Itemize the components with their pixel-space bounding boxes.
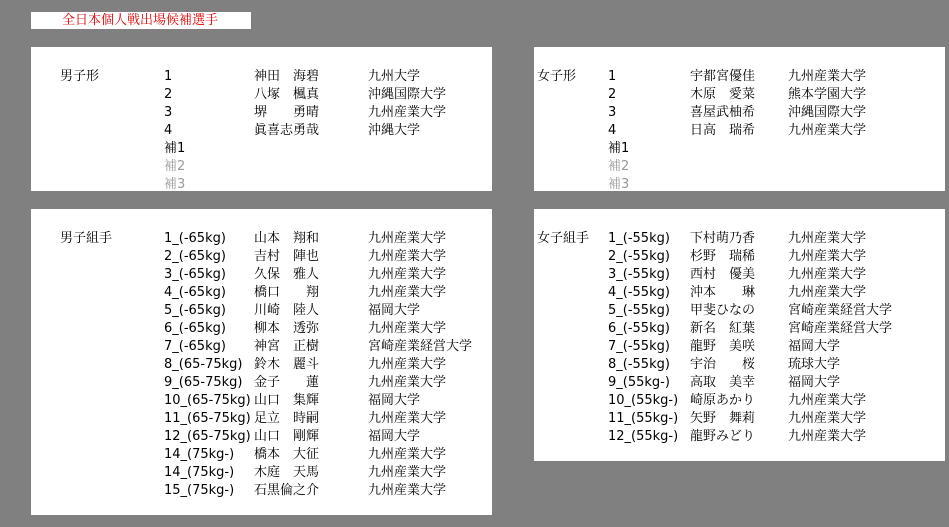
panel-women-kata [534,47,945,191]
university-name: 福岡大学 [368,429,421,444]
entry-number: 7_(-65kg) [164,339,226,354]
athlete-name: 八塚 楓真 [254,87,320,102]
athlete-name: 木原 愛菜 [690,87,756,102]
athlete-name: 金子 蓮 [254,375,320,390]
entry-number: 3_(-65kg) [164,267,226,282]
athlete-name: 橋本 大征 [254,447,320,462]
entry-number: 8_(-55kg) [608,357,670,372]
entry-number: 10_(55kg-) [608,393,679,408]
entry-number: 2 [608,87,617,102]
university-name: 沖縄国際大学 [788,105,867,120]
athlete-name: 西村 優美 [690,267,756,282]
university-name: 宮崎産業経営大学 [788,303,893,318]
section-label-men-kumite: 男子組手 [60,231,113,246]
entry-number: 1 [608,69,617,84]
entry-number: 9_(55kg-) [608,375,670,390]
athlete-name: 神田 海碧 [254,69,320,84]
university-name: 九州産業大学 [368,447,447,462]
university-name: 九州産業大学 [368,465,447,480]
entry-number: 11_(65-75kg) [164,411,251,426]
entry-number: 14_(75kg-) [164,465,235,480]
athlete-name: 矢野 舞莉 [690,411,756,426]
entry-number: 12_(65-75kg) [164,429,251,444]
athlete-name: 沖本 琳 [690,285,756,300]
entry-number: 6_(-55kg) [608,321,670,336]
university-name: 九州産業大学 [788,249,867,264]
athlete-name: 鈴木 麗斗 [254,357,320,372]
university-name: 福岡大学 [788,375,841,390]
athlete-name: 宇都宮優佳 [690,69,756,84]
entry-number: 3_(-55kg) [608,267,670,282]
entry-number: 11_(55kg-) [608,411,679,426]
entry-number: 5_(-55kg) [608,303,670,318]
entry-number: 8_(65-75kg) [164,357,243,372]
entry-number: 4_(-65kg) [164,285,226,300]
university-name: 沖縄国際大学 [368,87,447,102]
athlete-name: 龍野 美咲 [690,339,756,354]
panel-men-kata [31,47,492,191]
entry-number: 1_(-55kg) [608,231,670,246]
entry-number: 2_(-55kg) [608,249,670,264]
athlete-name: 甲斐ひなの [690,303,756,318]
university-name: 九州産業大学 [368,411,447,426]
entry-number: 補2 [164,159,186,174]
athlete-name: 高取 美幸 [690,375,756,390]
athlete-name: 足立 時嗣 [254,411,320,426]
entry-number: 補2 [608,159,630,174]
university-name: 九州産業大学 [788,411,867,426]
entry-number: 4_(-55kg) [608,285,670,300]
university-name: 宮崎産業経営大学 [368,339,473,354]
athlete-name: 喜屋武柚希 [690,105,756,120]
university-name: 九州産業大学 [368,105,447,120]
athlete-name: 山本 翔和 [254,231,320,246]
athlete-name: 山口 剛輝 [254,429,320,444]
university-name: 九州産業大学 [368,285,447,300]
university-name: 福岡大学 [368,303,421,318]
athlete-name: 杉野 瑞稀 [690,249,756,264]
athlete-name: 吉村 陣也 [254,249,320,264]
athlete-name: 川崎 陸人 [254,303,320,318]
entry-number: 10_(65-75kg) [164,393,251,408]
athlete-name: 木庭 天馬 [254,465,320,480]
panel-men-kumite [31,209,492,515]
university-name: 九州産業大学 [368,357,447,372]
entry-number: 1_(-65kg) [164,231,226,246]
panel-women-kumite [534,209,945,461]
entry-number: 5_(-65kg) [164,303,226,318]
athlete-name: 柳本 透弥 [254,321,320,336]
entry-number: 補1 [608,141,630,156]
entry-number: 15_(75kg-) [164,483,235,498]
university-name: 九州産業大学 [788,69,867,84]
university-name: 九州産業大学 [368,483,447,498]
athlete-name: 橋口 翔 [254,285,320,300]
athlete-name: 山口 集輝 [254,393,320,408]
university-name: 九州産業大学 [368,249,447,264]
entry-number: 3 [608,105,617,120]
entry-number: 4 [608,123,617,138]
athlete-name: 宇治 桜 [690,357,756,372]
university-name: 九州産業大学 [788,267,867,282]
university-name: 福岡大学 [368,393,421,408]
athlete-name: 眞喜志勇哉 [254,123,320,138]
athlete-name: 久保 雅人 [254,267,320,282]
athlete-name: 日高 瑞希 [690,123,756,138]
entry-number: 補3 [164,177,186,192]
entry-number: 14_(75kg-) [164,447,235,462]
entry-number: 4 [164,123,173,138]
section-label-women-kumite: 女子組手 [537,231,590,246]
entry-number: 2 [164,87,173,102]
entry-number: 補3 [608,177,630,192]
university-name: 沖縄大学 [368,123,421,138]
university-name: 九州産業大学 [368,321,447,336]
entry-number: 9_(65-75kg) [164,375,243,390]
university-name: 九州産業大学 [788,393,867,408]
university-name: 九州産業大学 [368,231,447,246]
entry-number: 3 [164,105,173,120]
university-name: 福岡大学 [788,339,841,354]
athlete-name: 龍野みどり [690,429,756,444]
athlete-name: 神宮 正樹 [254,339,320,354]
entry-number: 補1 [164,141,186,156]
university-name: 九州産業大学 [368,375,447,390]
section-label-women-kata: 女子形 [537,69,577,84]
university-name: 九州大学 [368,69,421,84]
entry-number: 1 [164,69,173,84]
university-name: 九州産業大学 [788,285,867,300]
university-name: 九州産業大学 [788,429,867,444]
university-name: 九州産業大学 [368,267,447,282]
university-name: 琉球大学 [788,357,841,372]
page-title: 全日本個人戦出場候補選手 [31,12,251,29]
entry-number: 7_(-55kg) [608,339,670,354]
university-name: 九州産業大学 [788,231,867,246]
university-name: 熊本学園大学 [788,87,867,102]
athlete-name: 堺 勇晴 [254,105,320,120]
entry-number: 2_(-65kg) [164,249,226,264]
athlete-name: 新名 紅葉 [690,321,756,336]
entry-number: 6_(-65kg) [164,321,226,336]
section-label-men-kata: 男子形 [60,69,100,84]
athlete-name: 石黒倫之介 [254,483,320,498]
entry-number: 12_(55kg-) [608,429,679,444]
athlete-name: 崎原あかり [690,393,756,408]
athlete-name: 下村萌乃香 [690,231,756,246]
university-name: 九州産業大学 [788,123,867,138]
university-name: 宮崎産業経営大学 [788,321,893,336]
